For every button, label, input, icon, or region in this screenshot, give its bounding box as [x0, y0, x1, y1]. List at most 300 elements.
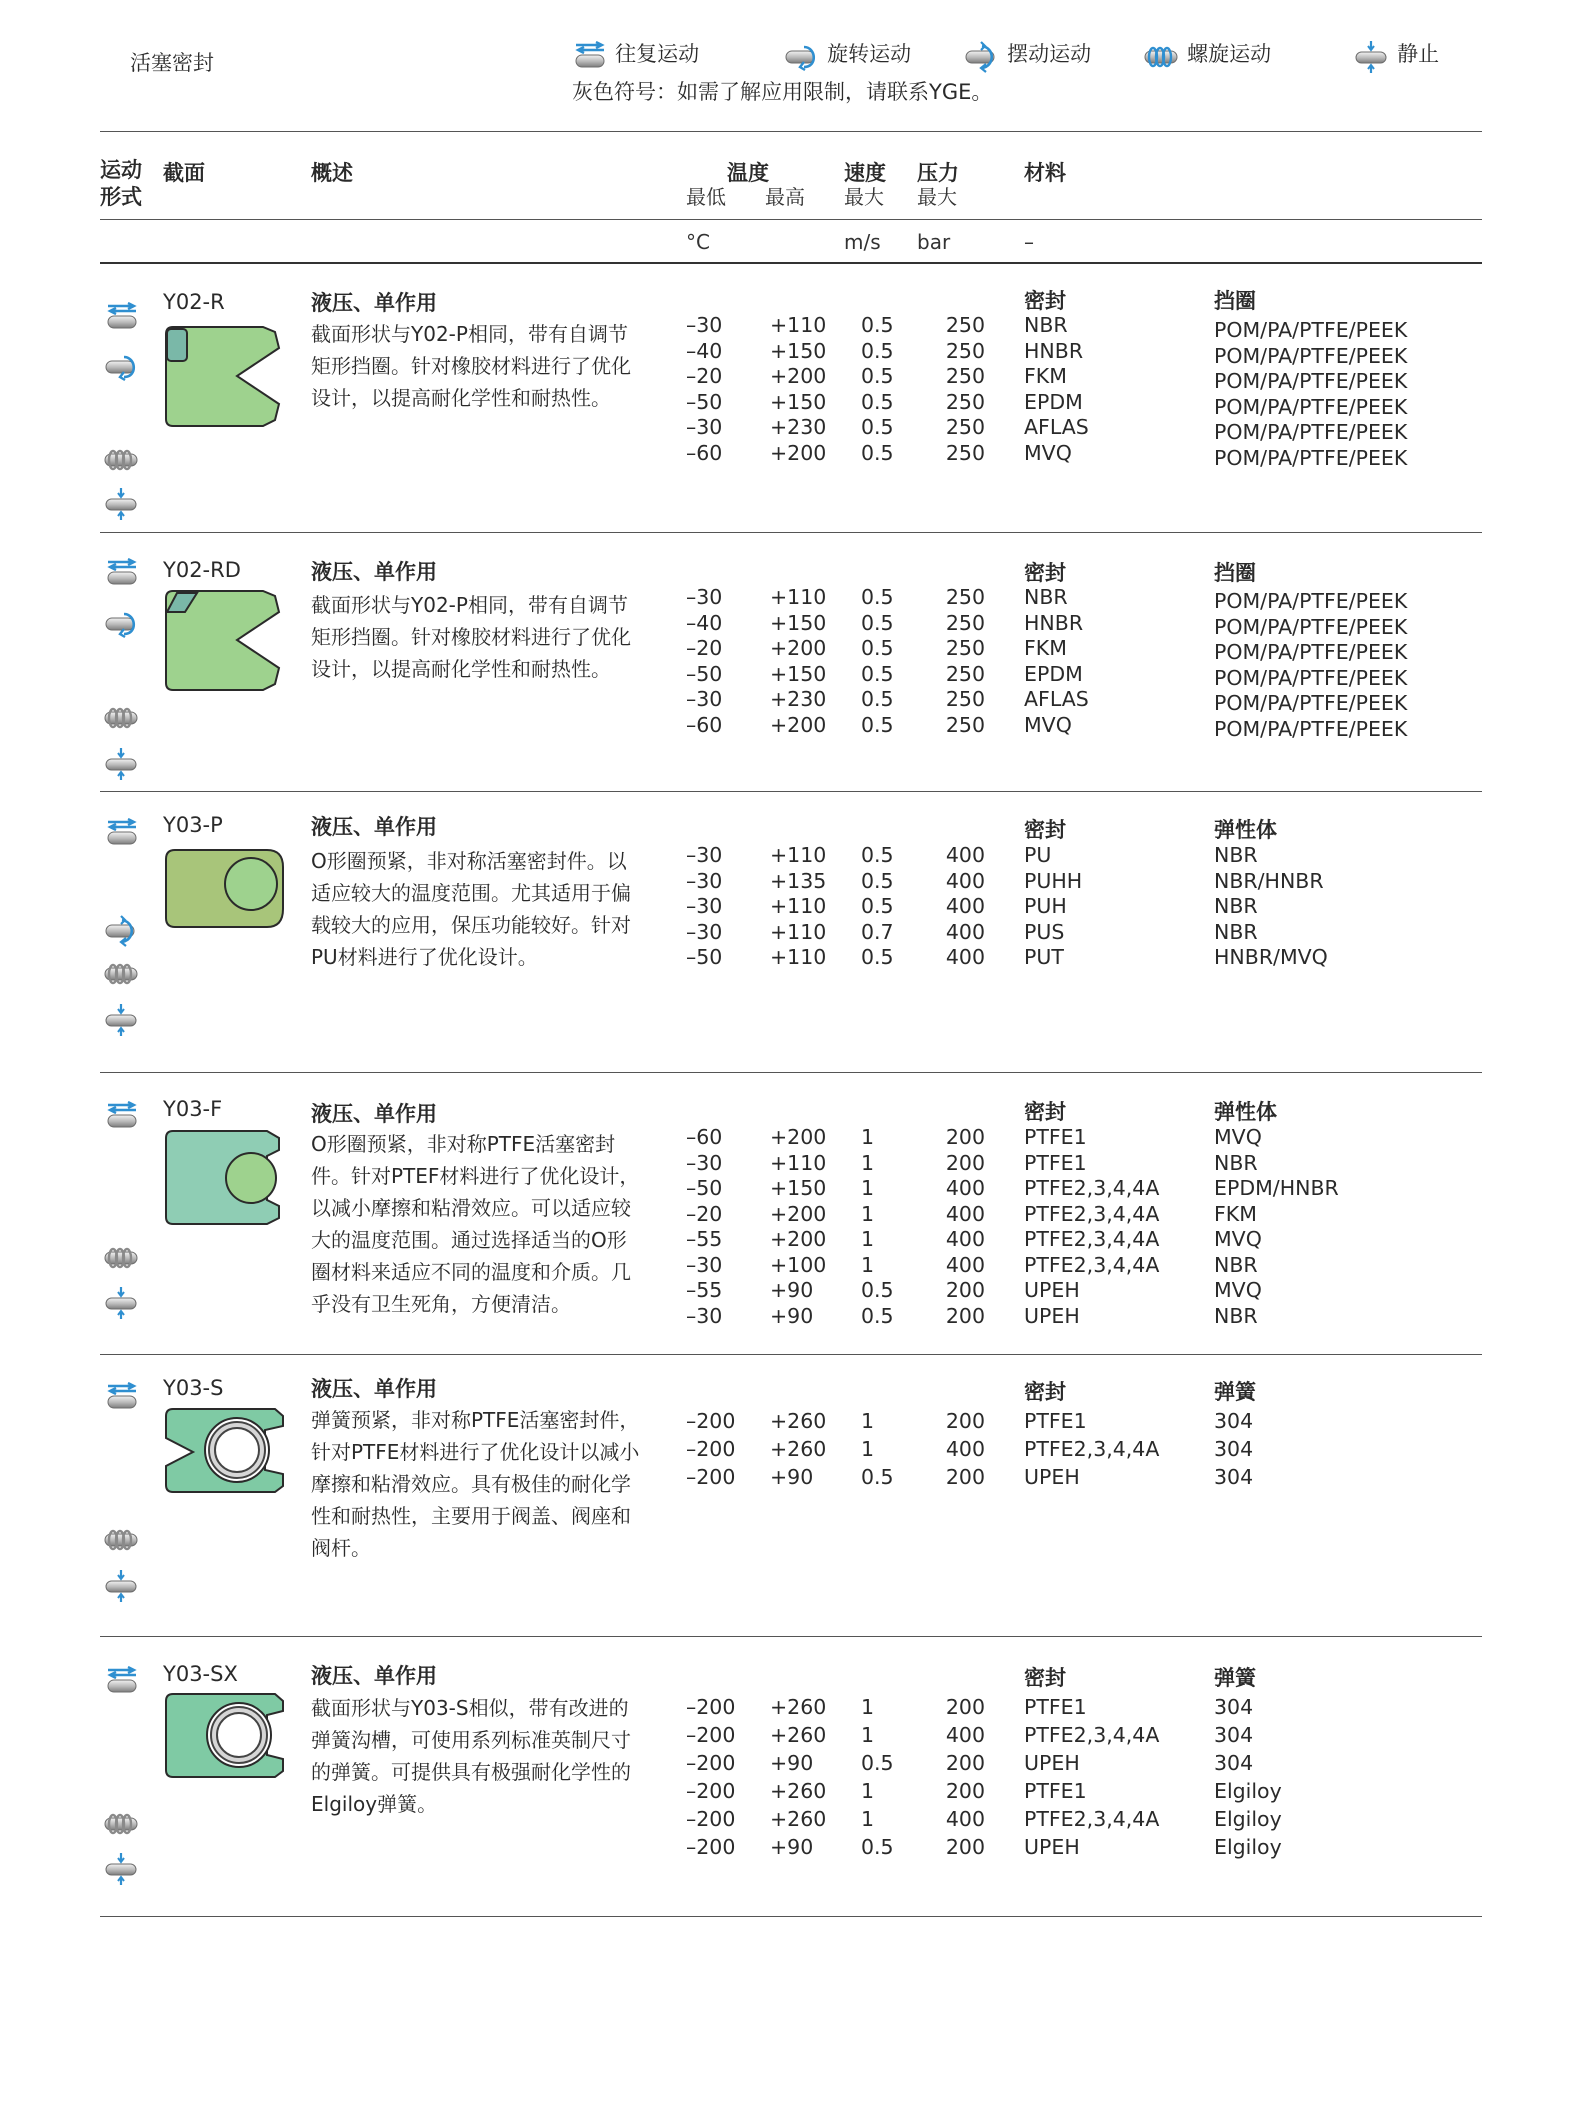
col-pressure-sub: 最大	[917, 185, 957, 209]
cell: –55	[686, 1227, 723, 1251]
cell: FKM	[1024, 364, 1067, 388]
aux-material-heading: 弹性体	[1214, 1100, 1277, 1124]
cell: PTFE1	[1024, 1779, 1087, 1803]
table-row	[0, 791, 1588, 1072]
cell: 0.5	[861, 687, 894, 711]
table-row	[0, 262, 1588, 532]
cell: –30	[686, 1303, 723, 1328]
rotating-icon	[102, 351, 142, 383]
profile-code: Y02-RD	[163, 558, 241, 582]
cell: 0.5	[861, 1835, 894, 1859]
cell: 1	[861, 1409, 875, 1433]
cell: 200	[945, 1751, 985, 1775]
aux-material-heading: 弹簧	[1214, 1666, 1256, 1690]
cross-section-drawing	[163, 1691, 287, 1781]
cell: 0.5	[861, 585, 894, 609]
speed-column	[861, 313, 894, 466]
cross-section-drawing	[163, 847, 287, 931]
cell: POM/PA/PTFE/PEEK	[1214, 691, 1408, 715]
cell: 200	[945, 1465, 985, 1489]
cell: PTFE2,3,4,4A	[1024, 1227, 1160, 1251]
cell: –30	[686, 894, 723, 918]
cell: POM/PA/PTFE/PEEK	[1214, 394, 1408, 419]
cell: +150	[770, 1176, 827, 1200]
cell: 1	[861, 1176, 875, 1200]
col-motion-line2: 形式	[100, 185, 142, 209]
seal-material-column	[1024, 1125, 1159, 1329]
cell: 400	[945, 1201, 985, 1226]
cell: –60	[686, 712, 723, 737]
speed-column	[861, 585, 894, 738]
profile-title: 液压、单作用	[311, 1102, 437, 1126]
cell: 0.5	[861, 712, 894, 737]
cell: POM/PA/PTFE/PEEK	[1214, 665, 1408, 690]
tmax-column	[770, 313, 826, 466]
cell: –30	[686, 585, 723, 609]
cell: 250	[945, 440, 985, 465]
profile-description: O形圈预紧，非对称PTFE活塞密封件。针对PTEF材料进行了优化设计，以减小摩擦和粘滑效应。可以适应较大的温度范围。通过选择适当的O形圈材料来适应不同的温度和介质。几乎没有卫生死角，方便清洁。	[311, 1132, 640, 1316]
seal-material-column	[1024, 843, 1082, 971]
cell: 400	[945, 945, 985, 969]
cell: POM/PA/PTFE/PEEK	[1214, 445, 1408, 470]
cell: 400	[945, 1807, 985, 1831]
cell: 1	[861, 1779, 875, 1803]
cell: 400	[945, 894, 985, 918]
cell: +110	[770, 894, 827, 918]
cell: UPEH	[1024, 1751, 1080, 1775]
cell: –60	[686, 1125, 723, 1149]
cell: –200	[686, 1409, 736, 1433]
profile-code: Y03-P	[163, 813, 223, 837]
seal-material-heading: 密封	[1024, 1100, 1066, 1124]
cell: 0.5	[861, 610, 894, 635]
cell: 250	[945, 610, 985, 635]
cell: 0.5	[861, 364, 894, 388]
aux-material-column	[1214, 589, 1407, 742]
cell: NBR	[1214, 1252, 1258, 1277]
unit-temp: °C	[686, 230, 710, 254]
cell: 250	[945, 389, 985, 414]
profile-description: O形圈预紧，非对称活塞密封件。以适应较大的温度范围。尤其适用于偏载较大的应用，保压功能较好。针对PU材料进行了优化设计。	[311, 849, 631, 969]
cell: 1	[861, 1150, 875, 1175]
col-temp-max: 最高	[765, 185, 805, 209]
cell: 250	[945, 661, 985, 686]
cell: +90	[770, 1835, 814, 1859]
cell: 400	[945, 1723, 985, 1747]
aux-material-column	[1214, 843, 1328, 971]
cell: –200	[686, 1835, 736, 1859]
cell: 250	[945, 415, 985, 439]
cell: 250	[945, 364, 985, 388]
cell: PTFE2,3,4,4A	[1024, 1723, 1160, 1747]
cell: PTFE1	[1024, 1150, 1087, 1175]
cell: 200	[945, 1125, 985, 1149]
cell: +230	[770, 687, 827, 711]
cell: PTFE1	[1024, 1409, 1087, 1433]
cell: EPDM	[1024, 389, 1083, 414]
oscillating-icon	[102, 915, 142, 947]
col-speed-sub: 最大	[844, 185, 884, 209]
cell: 304	[1214, 1437, 1254, 1461]
cell: –30	[686, 1252, 723, 1277]
pressure-column	[930, 1407, 985, 1491]
cross-section-drawing	[163, 1406, 287, 1496]
cell: –50	[686, 945, 723, 969]
cell: –50	[686, 661, 723, 686]
cell: 250	[945, 636, 985, 660]
helical-icon	[1142, 41, 1182, 73]
unit-pressure: bar	[917, 230, 951, 254]
unit-material: –	[1024, 230, 1034, 254]
cell: PUH	[1024, 894, 1067, 918]
cell: 0.5	[861, 1278, 894, 1302]
tmin-column	[686, 1407, 735, 1491]
col-temp: 温度	[727, 161, 769, 185]
cell: +90	[770, 1751, 814, 1775]
static-icon	[102, 488, 142, 520]
divider	[100, 131, 1482, 132]
cell: HNBR/MVQ	[1214, 945, 1328, 969]
col-temp-min: 最低	[686, 185, 726, 209]
cell: 0.5	[861, 440, 894, 465]
cell: +110	[770, 843, 827, 867]
reciprocating-icon	[570, 41, 610, 73]
cell: 304	[1214, 1723, 1254, 1747]
cell: PTFE1	[1024, 1695, 1087, 1719]
cell: NBR/HNBR	[1214, 868, 1324, 893]
cell: UPEH	[1024, 1465, 1080, 1489]
unit-speed: m/s	[844, 230, 881, 254]
legend-label: 螺旋运动	[1187, 42, 1272, 66]
cell: 1	[861, 1201, 875, 1226]
helical-icon	[102, 1808, 142, 1840]
cell: Elgiloy	[1214, 1779, 1282, 1803]
aux-material-heading: 挡圈	[1214, 289, 1256, 313]
cell: 400	[945, 1176, 985, 1200]
cell: NBR	[1024, 585, 1068, 609]
cell: 250	[945, 585, 985, 609]
seal-material-column	[1024, 313, 1089, 466]
cell: 200	[945, 1835, 985, 1859]
profile-description: 弹簧预紧，非对称PTFE活塞密封件，针对PTFE材料进行了优化设计以减小摩擦和粘滑效应。具有极佳的耐化学性和耐热性，主要用于阀盖、阀座和阀杆。	[311, 1408, 640, 1560]
cell: 250	[945, 313, 985, 337]
table-row	[0, 1072, 1588, 1354]
seal-material-heading: 密封	[1024, 1380, 1066, 1404]
cell: PUT	[1024, 945, 1064, 969]
cell: 0.5	[861, 894, 894, 918]
cell: +110	[770, 313, 827, 337]
cell: +150	[770, 661, 827, 686]
cell: POM/PA/PTFE/PEEK	[1214, 318, 1408, 342]
cell: +110	[770, 945, 827, 969]
cell: +150	[770, 338, 827, 363]
cell: 200	[945, 1779, 985, 1803]
cell: +110	[770, 919, 827, 944]
cell: PUS	[1024, 919, 1065, 944]
col-motion-line1: 运动	[100, 158, 142, 182]
table-row	[0, 1636, 1588, 1916]
cell: –200	[686, 1751, 736, 1775]
static-icon	[102, 1004, 142, 1036]
cell: POM/PA/PTFE/PEEK	[1214, 420, 1408, 444]
cell: –200	[686, 1779, 736, 1803]
cell: 200	[945, 1409, 985, 1433]
cell: –20	[686, 364, 723, 388]
cell: –20	[686, 1201, 723, 1226]
cell: NBR	[1214, 1150, 1258, 1175]
cell: –30	[686, 415, 723, 439]
cell: POM/PA/PTFE/PEEK	[1214, 640, 1408, 664]
helical-icon	[102, 1242, 142, 1274]
cell: +200	[770, 712, 827, 737]
pressure-column	[930, 585, 985, 738]
cell: MVQ	[1214, 1278, 1262, 1302]
legend-label: 旋转运动	[827, 42, 912, 66]
static-icon	[1352, 41, 1392, 73]
tmin-column	[686, 843, 722, 971]
cell: UPEH	[1024, 1835, 1080, 1859]
legend-label: 静止	[1397, 42, 1440, 66]
divider	[100, 1916, 1482, 1917]
cell: Elgiloy	[1214, 1835, 1282, 1859]
pressure-column	[930, 1125, 985, 1329]
cell: 1	[861, 1125, 875, 1149]
cell: 304	[1214, 1409, 1254, 1433]
cell: 0.5	[861, 338, 894, 363]
cell: 250	[945, 712, 985, 737]
cell: 200	[945, 1303, 985, 1328]
cell: PTFE1	[1024, 1125, 1087, 1149]
cell: –20	[686, 636, 723, 660]
cell: 304	[1214, 1751, 1254, 1775]
cell: +200	[770, 1201, 827, 1226]
seal-material-column	[1024, 585, 1089, 738]
profile-title: 液压、单作用	[311, 1377, 437, 1401]
cell: –50	[686, 389, 723, 414]
cell: 0.5	[861, 945, 894, 969]
profile-title: 液压、单作用	[311, 815, 437, 839]
cell: FKM	[1214, 1201, 1257, 1226]
reciprocating-icon	[102, 1101, 142, 1133]
seal-material-heading: 密封	[1024, 1666, 1066, 1690]
cell: PTFE2,3,4,4A	[1024, 1201, 1160, 1226]
cell: +110	[770, 585, 827, 609]
cell: +100	[770, 1252, 827, 1277]
helical-icon	[102, 1524, 142, 1556]
tmin-column	[686, 313, 722, 466]
profile-code: Y03-S	[163, 1376, 224, 1400]
speed-column	[861, 1407, 894, 1491]
cell: 1	[861, 1807, 875, 1831]
cell: POM/PA/PTFE/PEEK	[1214, 589, 1408, 613]
cross-section-drawing	[163, 1128, 283, 1228]
cell: POM/PA/PTFE/PEEK	[1214, 716, 1408, 741]
cell: MVQ	[1214, 1125, 1262, 1149]
cell: 400	[945, 1437, 985, 1461]
profile-code: Y02-R	[163, 290, 225, 314]
cell: +150	[770, 610, 827, 635]
cell: 400	[945, 919, 985, 944]
cell: NBR	[1214, 843, 1258, 867]
legend-reciprocating	[570, 38, 699, 73]
cell: 0.5	[861, 389, 894, 414]
table-row	[0, 532, 1588, 791]
cell: 250	[945, 338, 985, 363]
speed-column	[861, 1693, 894, 1861]
col-material: 材料	[1024, 161, 1066, 185]
reciprocating-icon	[102, 818, 142, 850]
cell: EPDM	[1024, 661, 1083, 686]
profile-description: 截面形状与Y02-P相同，带有自调节矩形挡圈。针对橡胶材料进行了优化设计，以提高耐化学性和耐热性。	[311, 593, 631, 681]
tmax-column	[770, 585, 826, 738]
col-section: 截面	[163, 161, 205, 185]
cell: +260	[770, 1695, 827, 1719]
static-icon	[102, 1570, 142, 1602]
col-pressure: 压力	[917, 161, 959, 185]
tmax-column	[770, 1693, 826, 1861]
cell: +200	[770, 1125, 827, 1149]
tmax-column	[770, 843, 826, 971]
cell: 0.5	[861, 1751, 894, 1775]
cell: 304	[1214, 1695, 1254, 1719]
cell: 304	[1214, 1465, 1254, 1489]
cell: +135	[770, 868, 827, 893]
seal-material-heading: 密封	[1024, 561, 1066, 585]
cross-section-drawing	[163, 586, 283, 696]
pressure-column	[930, 843, 985, 971]
cell: PTFE2,3,4,4A	[1024, 1437, 1160, 1461]
cell: 200	[945, 1278, 985, 1302]
tmax-column	[770, 1407, 826, 1491]
static-icon	[102, 748, 142, 780]
aux-material-heading: 弹簧	[1214, 1380, 1256, 1404]
cell: +260	[770, 1409, 827, 1433]
seal-material-column	[1024, 1407, 1159, 1491]
cell: –30	[686, 843, 723, 867]
cell: POM/PA/PTFE/PEEK	[1214, 343, 1408, 368]
cell: 1	[861, 1227, 875, 1251]
reciprocating-icon	[102, 1666, 142, 1698]
cell: 0.5	[861, 661, 894, 686]
cell: –30	[686, 313, 723, 337]
cell: NBR	[1214, 919, 1258, 944]
seal-material-heading: 密封	[1024, 289, 1066, 313]
cell: AFLAS	[1024, 687, 1089, 711]
cell: +90	[770, 1465, 814, 1489]
profile-title: 液压、单作用	[311, 560, 437, 584]
cell: 200	[945, 1695, 985, 1719]
aux-material-column	[1214, 318, 1407, 471]
cell: –200	[686, 1695, 736, 1719]
profile-description: 截面形状与Y03-S相似，带有改进的弹簧沟槽，可使用系列标准英制尺寸的弹簧。可提供具有极强耐化学性的Elgiloy弹簧。	[311, 1696, 631, 1816]
cell: –40	[686, 610, 723, 635]
seal-material-heading: 密封	[1024, 818, 1066, 842]
aux-material-column	[1214, 1407, 1253, 1491]
tmin-column	[686, 585, 722, 738]
col-motion	[100, 157, 142, 211]
cell: 250	[945, 687, 985, 711]
seal-material-column	[1024, 1693, 1159, 1861]
cell: 400	[945, 843, 985, 867]
helical-icon	[102, 444, 142, 476]
aux-material-heading: 挡圈	[1214, 561, 1256, 585]
cell: +260	[770, 1723, 827, 1747]
tmin-column	[686, 1125, 722, 1329]
cell: +200	[770, 364, 827, 388]
cell: –200	[686, 1437, 736, 1461]
legend-label: 摆动运动	[1007, 42, 1092, 66]
cell: 400	[945, 1227, 985, 1251]
cell: –60	[686, 440, 723, 465]
cell: FKM	[1024, 636, 1067, 660]
col-description: 概述	[311, 161, 353, 185]
aux-material-heading: 弹性体	[1214, 818, 1277, 842]
col-speed: 速度	[844, 161, 886, 185]
aux-material-column	[1214, 1125, 1339, 1329]
rotating-icon	[782, 41, 822, 73]
legend-note: 灰色符号：如需了解应用限制，请联系YGE。	[572, 80, 993, 104]
cell: +260	[770, 1807, 827, 1831]
tmin-column	[686, 1693, 735, 1861]
cell: 0.5	[861, 415, 894, 439]
cell: –55	[686, 1278, 723, 1302]
cell: 0.5	[861, 1465, 894, 1489]
cell: PUHH	[1024, 868, 1083, 893]
pressure-column	[930, 313, 985, 466]
cell: –30	[686, 919, 723, 944]
reciprocating-icon	[102, 1382, 142, 1414]
reciprocating-icon	[102, 302, 142, 334]
legend-static	[1352, 38, 1439, 73]
cell: 0.7	[861, 919, 894, 944]
cell: MVQ	[1024, 712, 1072, 737]
aux-material-column	[1214, 1693, 1282, 1861]
cell: –30	[686, 1150, 723, 1175]
cell: 400	[945, 1252, 985, 1277]
cell: POM/PA/PTFE/PEEK	[1214, 369, 1408, 393]
cell: MVQ	[1024, 440, 1072, 465]
cell: –30	[686, 687, 723, 711]
cell: +200	[770, 1227, 827, 1251]
cross-section-drawing	[163, 324, 283, 430]
cell: 0.5	[861, 1303, 894, 1328]
reciprocating-icon	[102, 558, 142, 590]
cell: +230	[770, 415, 827, 439]
cell: –200	[686, 1807, 736, 1831]
legend-oscillating	[962, 38, 1091, 73]
cell: 0.5	[861, 868, 894, 893]
cell: –30	[686, 868, 723, 893]
cell: HNBR	[1024, 338, 1084, 363]
cell: +90	[770, 1278, 814, 1302]
cell: 1	[861, 1695, 875, 1719]
cell: –40	[686, 338, 723, 363]
pressure-column	[930, 1693, 985, 1861]
legend-label: 往复运动	[615, 42, 700, 66]
table-row	[0, 1354, 1588, 1636]
profile-title: 液压、单作用	[311, 291, 437, 315]
cell: 1	[861, 1252, 875, 1277]
profile-title: 液压、单作用	[311, 1664, 437, 1688]
rotating-icon	[102, 608, 142, 640]
cell: –50	[686, 1176, 723, 1200]
helical-icon	[102, 958, 142, 990]
profile-description: 截面形状与Y02-P相同，带有自调节矩形挡圈。针对橡胶材料进行了优化设计，以提高耐化学性和耐热性。	[311, 322, 631, 410]
cell: UPEH	[1024, 1303, 1080, 1328]
cell: NBR	[1214, 894, 1258, 918]
static-icon	[102, 1287, 142, 1319]
cell: 1	[861, 1437, 875, 1461]
